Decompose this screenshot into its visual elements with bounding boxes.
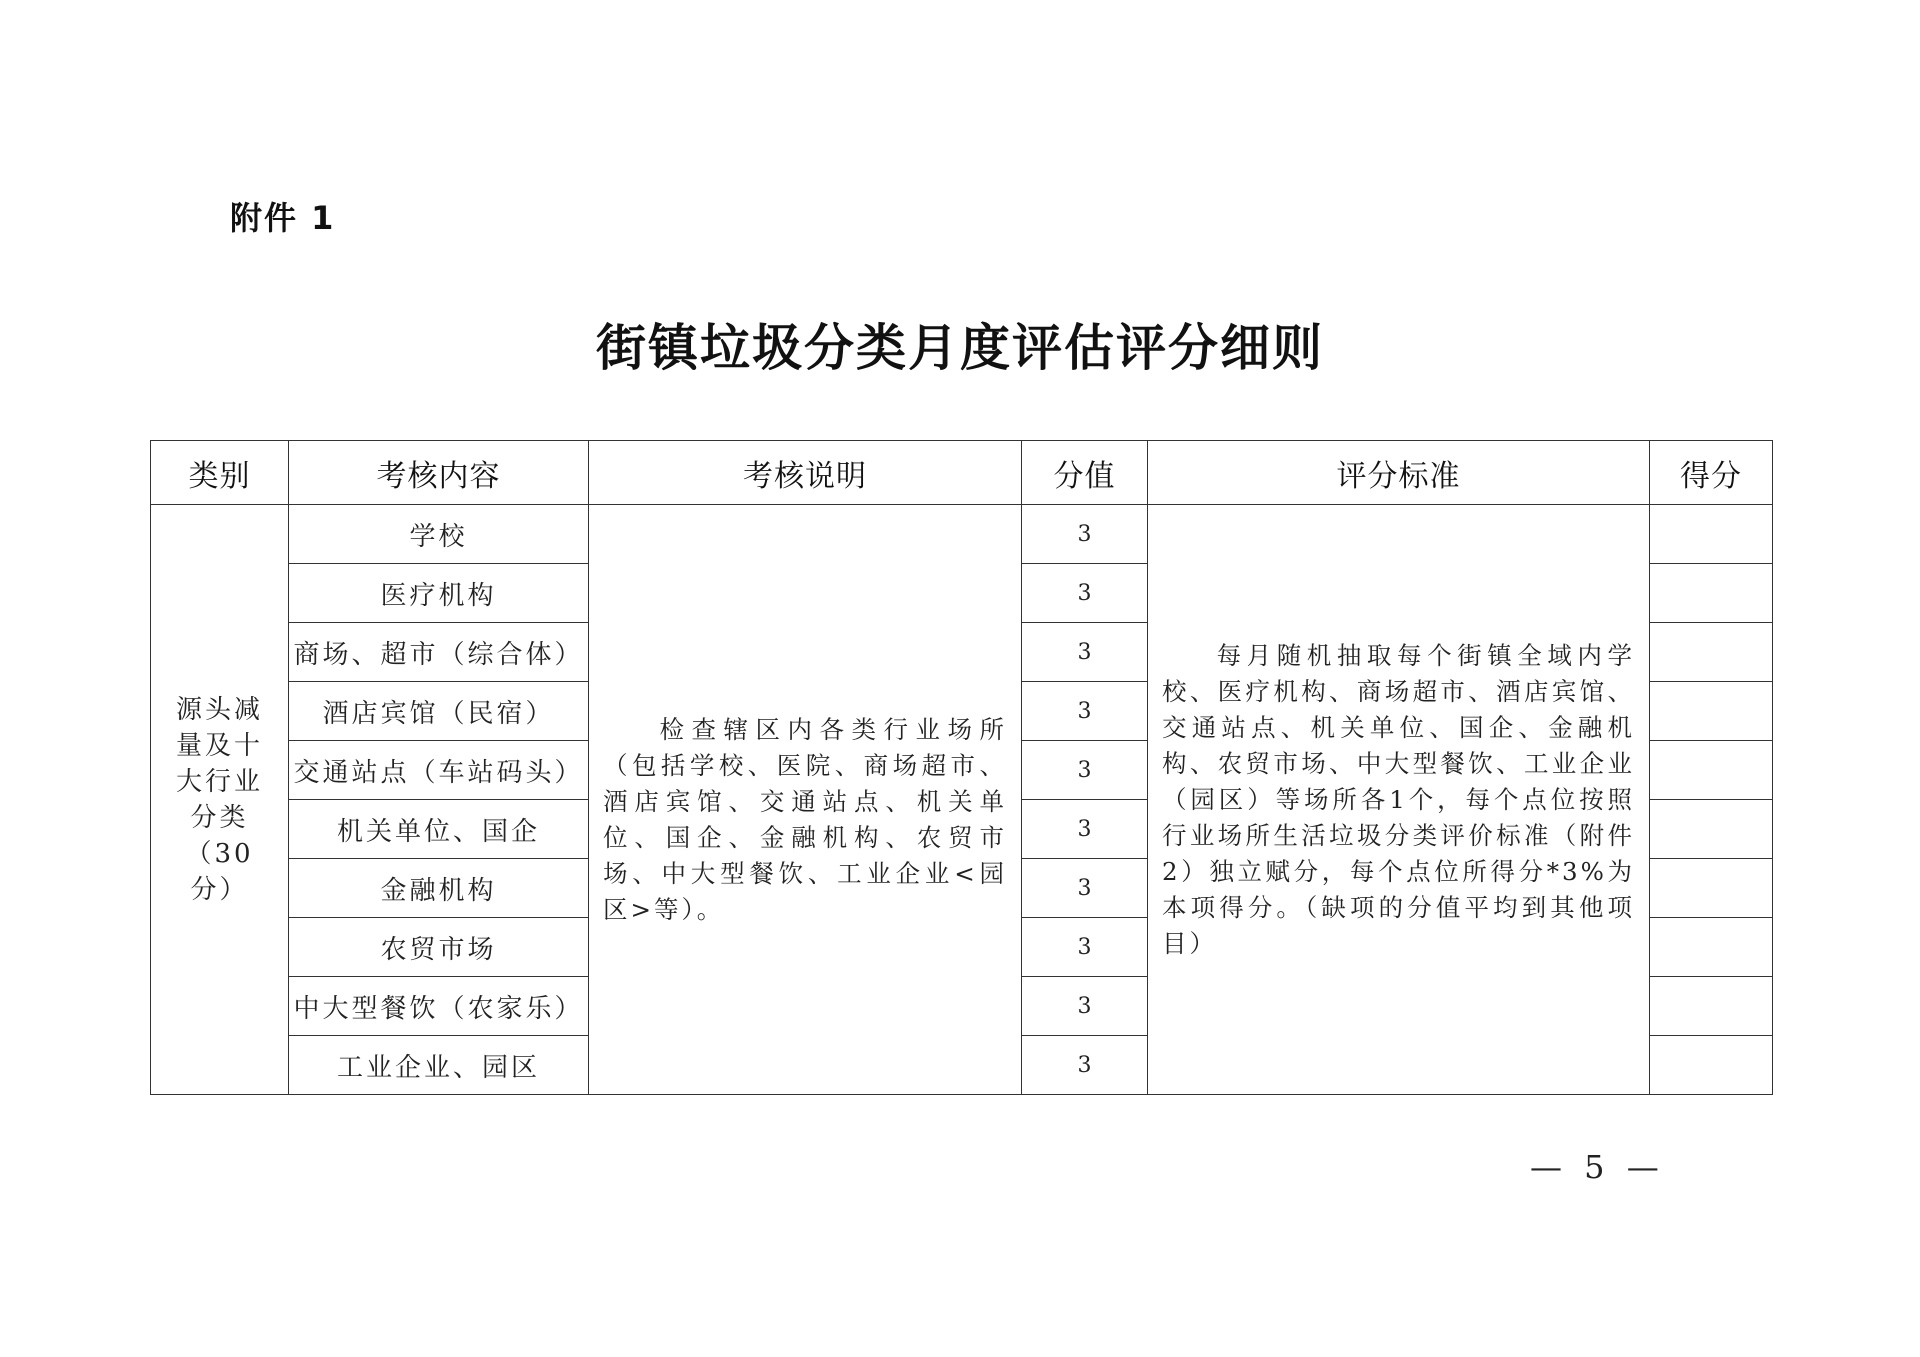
earned-cell <box>1650 1036 1773 1095</box>
earned-cell <box>1650 564 1773 623</box>
item-cell: 工业企业、园区 <box>289 1036 589 1095</box>
item-cell: 学校 <box>289 505 589 564</box>
category-text: 源头减量及十大行业分类（30分） <box>175 694 263 905</box>
header-category: 类别 <box>151 441 289 505</box>
header-standard: 评分标准 <box>1148 441 1650 505</box>
standard-cell <box>1148 505 1650 1095</box>
description-text: 检查辖区内各类行业场所（包括学校、医院、商场超市、酒店宾馆、交通站点、机关单位、国企、金融机构、农贸市场、中大型餐饮、工业企业<园区>等）。 <box>603 714 1007 924</box>
earned-cell <box>1650 800 1773 859</box>
table-header-row <box>151 441 1773 505</box>
score-cell: 3 <box>1022 682 1148 741</box>
item-cell: 金融机构 <box>289 859 589 918</box>
earned-cell <box>1650 623 1773 682</box>
score-cell: 3 <box>1022 800 1148 859</box>
table-row <box>151 505 1773 564</box>
earned-cell <box>1650 918 1773 977</box>
score-cell: 3 <box>1022 1036 1148 1095</box>
page-number: — 5 — <box>1530 1148 1665 1186</box>
item-cell: 机关单位、国企 <box>289 800 589 859</box>
standard-text: 每月随机抽取每个街镇全域内学校、医疗机构、商场超市、酒店宾馆、交通站点、机关单位、国企、金融机构、农贸市场、中大型餐饮、工业企业（园区）等场所各1个，每个点位按照行业场所生活垃圾分类评价标准（附件2）独立赋分，每个点位所得分*3%为本项得分。（缺项的分值平均到其他项目） <box>1162 640 1635 958</box>
scoring-table <box>150 440 1773 1095</box>
score-cell: 3 <box>1022 859 1148 918</box>
header-earned: 得分 <box>1650 441 1773 505</box>
header-content: 考核内容 <box>289 441 589 505</box>
score-cell: 3 <box>1022 564 1148 623</box>
earned-cell <box>1650 682 1773 741</box>
score-cell: 3 <box>1022 918 1148 977</box>
score-cell: 3 <box>1022 623 1148 682</box>
header-description: 考核说明 <box>589 441 1022 505</box>
item-cell: 酒店宾馆（民宿） <box>289 682 589 741</box>
attachment-label: 附件 1 <box>230 199 336 237</box>
score-cell: 3 <box>1022 505 1148 564</box>
earned-cell <box>1650 977 1773 1036</box>
item-cell: 中大型餐饮（农家乐） <box>289 977 589 1036</box>
header-score-value: 分值 <box>1022 441 1148 505</box>
category-cell <box>151 505 289 1095</box>
description-cell <box>589 505 1022 1095</box>
document-title: 街镇垃圾分类月度评估评分细则 <box>596 318 1324 377</box>
item-cell: 农贸市场 <box>289 918 589 977</box>
earned-cell <box>1650 741 1773 800</box>
item-cell: 商场、超市（综合体） <box>289 623 589 682</box>
score-cell: 3 <box>1022 977 1148 1036</box>
earned-cell <box>1650 859 1773 918</box>
earned-cell <box>1650 505 1773 564</box>
item-cell: 医疗机构 <box>289 564 589 623</box>
item-cell: 交通站点（车站码头） <box>289 741 589 800</box>
score-cell: 3 <box>1022 741 1148 800</box>
